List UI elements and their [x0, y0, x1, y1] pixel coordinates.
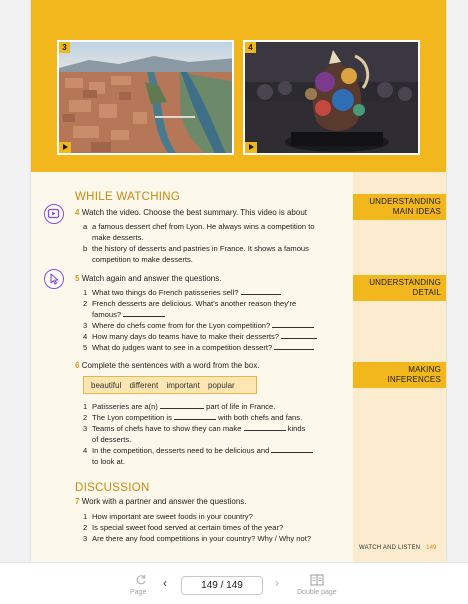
video-icon[interactable] — [44, 204, 64, 224]
next-page-button[interactable]: › — [275, 576, 279, 590]
q5-item-4: 4 How many days do teams have to make their desserts? — [83, 332, 317, 343]
question-number: 5 — [75, 274, 80, 283]
q7-item-2: 2 Is special sweet food served at certain times of the year? — [83, 523, 284, 532]
q5-item-1: 1 What two things do French patisseries sell? — [83, 288, 281, 299]
play-icon[interactable] — [245, 142, 257, 153]
video-thumbnail-dessert-competition[interactable] — [243, 40, 420, 155]
q5-item-2: 2 French desserts are delicious. What's another reason they're famous? — [83, 299, 297, 319]
question-6 — [75, 361, 355, 371]
answer-blank[interactable] — [241, 288, 281, 295]
option-a[interactable]: a a famous dessert chef from Lyon. He always wins a competition to make desserts. — [83, 222, 315, 242]
dessert-sculpture-image — [245, 42, 420, 155]
double-page-label[interactable]: Double page — [297, 589, 337, 596]
photo-number: 3 — [59, 42, 70, 53]
skill-label-detail: UNDERSTANDING DETAIL — [353, 275, 446, 301]
double-page-icon[interactable] — [310, 573, 324, 585]
answer-blank[interactable] — [271, 446, 313, 453]
footer-page-number: 149 — [426, 545, 437, 551]
q6-item-2: 2 The Lyon competition is with both chefs and fans. — [83, 413, 303, 422]
page-footer — [359, 545, 437, 551]
section-heading-discussion: DISCUSSION — [75, 482, 150, 494]
answer-blank[interactable] — [160, 402, 204, 409]
cursor-icon[interactable] — [44, 269, 64, 289]
q6-item-4: 4 In the competition, desserts need to be delicious and to look at. — [83, 446, 313, 467]
answer-blank[interactable] — [123, 310, 165, 317]
word-box: beautiful different important popular — [83, 376, 257, 394]
answer-blank[interactable] — [274, 343, 314, 350]
question-text: Work with a partner and answer the questions. — [81, 497, 247, 506]
question-text: Watch again and answer the questions. — [81, 274, 222, 283]
answer-blank[interactable] — [281, 332, 317, 339]
lyon-city-image — [59, 42, 234, 155]
page-banner — [31, 0, 446, 172]
play-icon[interactable] — [59, 142, 71, 153]
page-mode-label[interactable]: Page — [130, 589, 147, 596]
q5-item-5: 5 What do judges want to see in a competition dessert? — [83, 343, 314, 354]
answer-blank[interactable] — [272, 321, 314, 328]
q7-item-3: 3 Are there any food competitions in your country? Why / Why not? — [83, 534, 312, 543]
skill-label-main-ideas: UNDERSTANDING MAIN IDEAS — [353, 194, 446, 220]
question-text: Complete the sentences with a word from the box. — [81, 361, 260, 370]
refresh-icon[interactable] — [134, 573, 148, 587]
skill-label-inferences: MAKING INFERENCES — [353, 362, 446, 388]
answer-blank[interactable] — [174, 413, 216, 420]
page-indicator[interactable]: 149 / 149 — [181, 576, 263, 595]
q6-item-1: 1 Patisseries are a(n) part of life in France. — [83, 402, 276, 411]
question-7 — [75, 497, 355, 507]
q6-item-3: 3 Teams of chefs have to show they can make kinds of desserts. — [83, 424, 306, 444]
video-thumbnail-lyon-city[interactable] — [57, 40, 234, 155]
question-number: 4 — [75, 208, 80, 217]
answer-blank[interactable] — [244, 424, 286, 431]
footer-section: WATCH AND LISTEN — [359, 545, 421, 551]
photo-number: 4 — [245, 42, 256, 53]
q5-item-3: 3 Where do chefs come from for the Lyon competition? — [83, 321, 314, 332]
previous-page-button[interactable]: ‹ — [163, 576, 167, 590]
question-5 — [75, 274, 355, 284]
question-text: Watch the video. Choose the best summary. This video is about — [81, 208, 307, 217]
question-number: 6 — [75, 361, 80, 370]
question-4 — [75, 208, 355, 218]
question-number: 7 — [75, 497, 80, 506]
section-heading-while-watching: WHILE WATCHING — [75, 191, 181, 203]
option-b[interactable]: b the history of desserts and pastries in France. It shows a famous competition to make desserts. — [83, 244, 309, 264]
q7-item-1: 1 How important are sweet foods in your country? — [83, 512, 253, 521]
